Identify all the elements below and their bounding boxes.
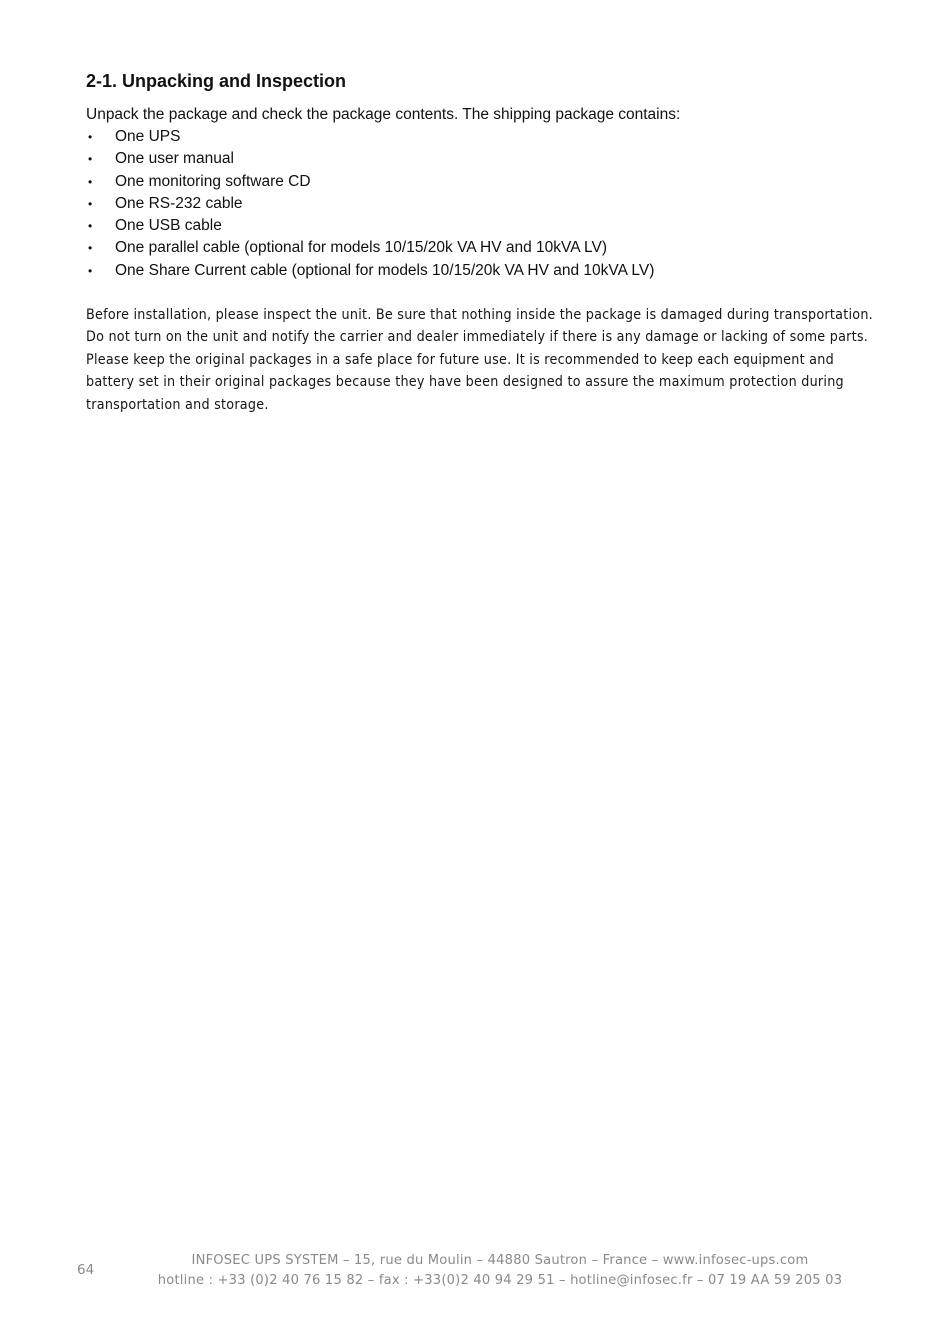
bullet-icon: • bbox=[88, 219, 93, 234]
list-item-text: One monitoring software CD bbox=[115, 172, 311, 190]
list-item bbox=[86, 148, 886, 170]
bullet-icon: • bbox=[88, 152, 93, 167]
inspection-paragraph: Before installation, please inspect the unit. Be sure that nothing inside the package is damaged during transportation. Do not turn on the unit and notify the carrier and dealer immediately if there is any damage or lacking of some parts. Please keep the original packages in a safe place for future use. It is recommended to keep each equipment and battery set in their original packages because they have been designed to assure the maximum protection during transportation and storage. bbox=[86, 307, 873, 413]
list-item-text: One RS-232 cable bbox=[115, 194, 243, 212]
page-number: 64 bbox=[77, 1262, 95, 1278]
list-item bbox=[86, 237, 886, 259]
page-content bbox=[86, 68, 886, 416]
bullet-icon: • bbox=[88, 263, 93, 278]
package-contents-list bbox=[86, 126, 886, 282]
section-title: 2-1. Unpacking and Inspection bbox=[86, 71, 347, 91]
bullet-icon: • bbox=[88, 241, 93, 256]
bullet-icon: • bbox=[88, 196, 93, 211]
list-item bbox=[86, 215, 886, 237]
list-item-text: One parallel cable (optional for models 10/15/20k VA HV and 10kVA LV) bbox=[115, 239, 607, 257]
list-item-text: One USB cable bbox=[115, 217, 222, 235]
list-item-text: One Share Current cable (optional for models 10/15/20k VA HV and 10kVA LV) bbox=[115, 261, 655, 279]
footer-address-line: INFOSEC UPS SYSTEM – 15, rue du Moulin – 44880 Sautron – France – www.infosec-ups.com bbox=[191, 1252, 809, 1268]
list-item bbox=[86, 193, 886, 215]
bullet-icon: • bbox=[88, 174, 93, 189]
list-item-text: One user manual bbox=[115, 150, 234, 168]
footer-contact bbox=[15, 1250, 950, 1290]
list-item bbox=[86, 126, 886, 148]
intro-text: Unpack the package and check the package contents. The shipping package contains: bbox=[86, 106, 681, 123]
footer-hotline-line: hotline : +33 (0)2 40 76 15 82 – fax : +33(0)2 40 94 29 51 – hotline@infosec.fr – 07 19 AA 59 205 03 bbox=[157, 1272, 843, 1288]
list-item-text: One UPS bbox=[115, 128, 181, 145]
bullet-icon: • bbox=[88, 130, 93, 144]
list-item bbox=[86, 171, 886, 193]
list-item bbox=[86, 260, 886, 282]
